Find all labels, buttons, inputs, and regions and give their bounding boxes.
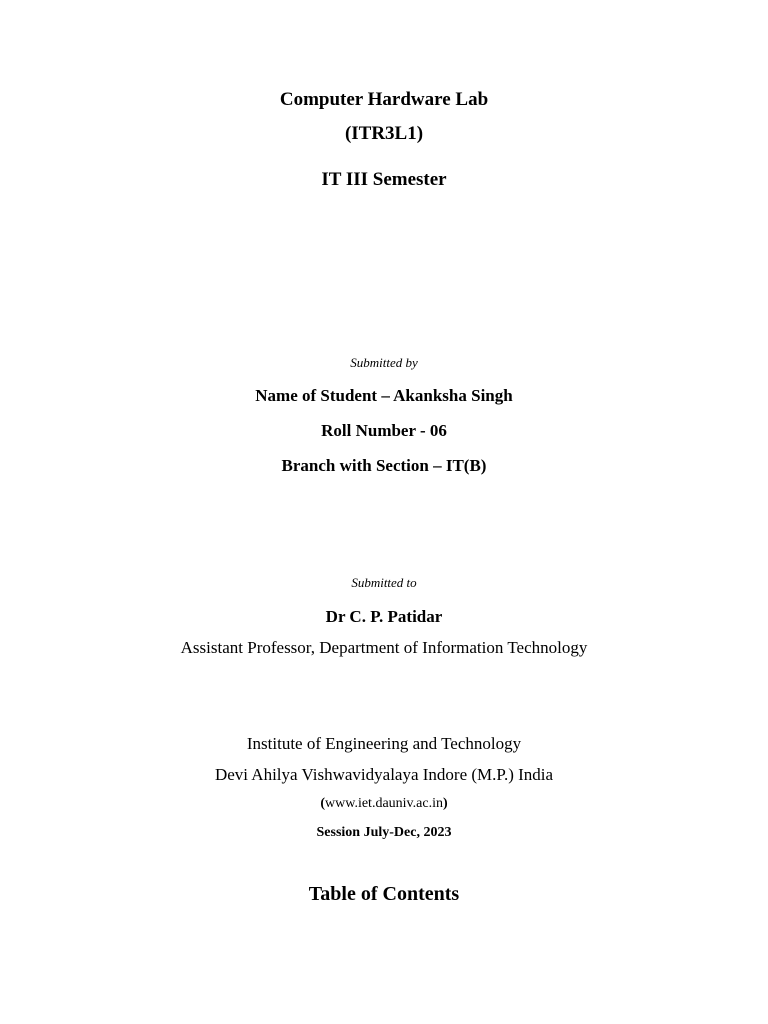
institute-name: Institute of Engineering and Technology: [246, 734, 522, 753]
submitted-by-heading: Submitted by: [350, 355, 418, 370]
toc-heading: Table of Contents: [308, 883, 460, 905]
website-link[interactable]: www.iet.dauniv.ac.in: [325, 796, 443, 811]
website-open-paren: (: [320, 796, 326, 811]
professor-designation: Assistant Professor, Department of Information Technology: [180, 638, 588, 657]
university-name: Devi Ahilya Vishwavidyalaya Indore (M.P.) India: [214, 765, 554, 784]
session-label: Session July-Dec, 2023: [316, 825, 452, 840]
submitted-to-heading: Submitted to: [351, 575, 417, 590]
course-code: (ITR3L1): [344, 123, 424, 144]
roll-number: Roll Number - 06: [321, 421, 447, 440]
course-title: Computer Hardware Lab: [279, 89, 489, 110]
website-line: [0, 797, 768, 811]
website-close-paren: ): [442, 796, 448, 811]
professor-name: Dr C. P. Patidar: [325, 607, 443, 626]
branch-section: Branch with Section – IT(B): [281, 456, 487, 475]
semester-label: IT III Semester: [321, 169, 447, 190]
student-name: Name of Student – Akanksha Singh: [255, 386, 513, 405]
